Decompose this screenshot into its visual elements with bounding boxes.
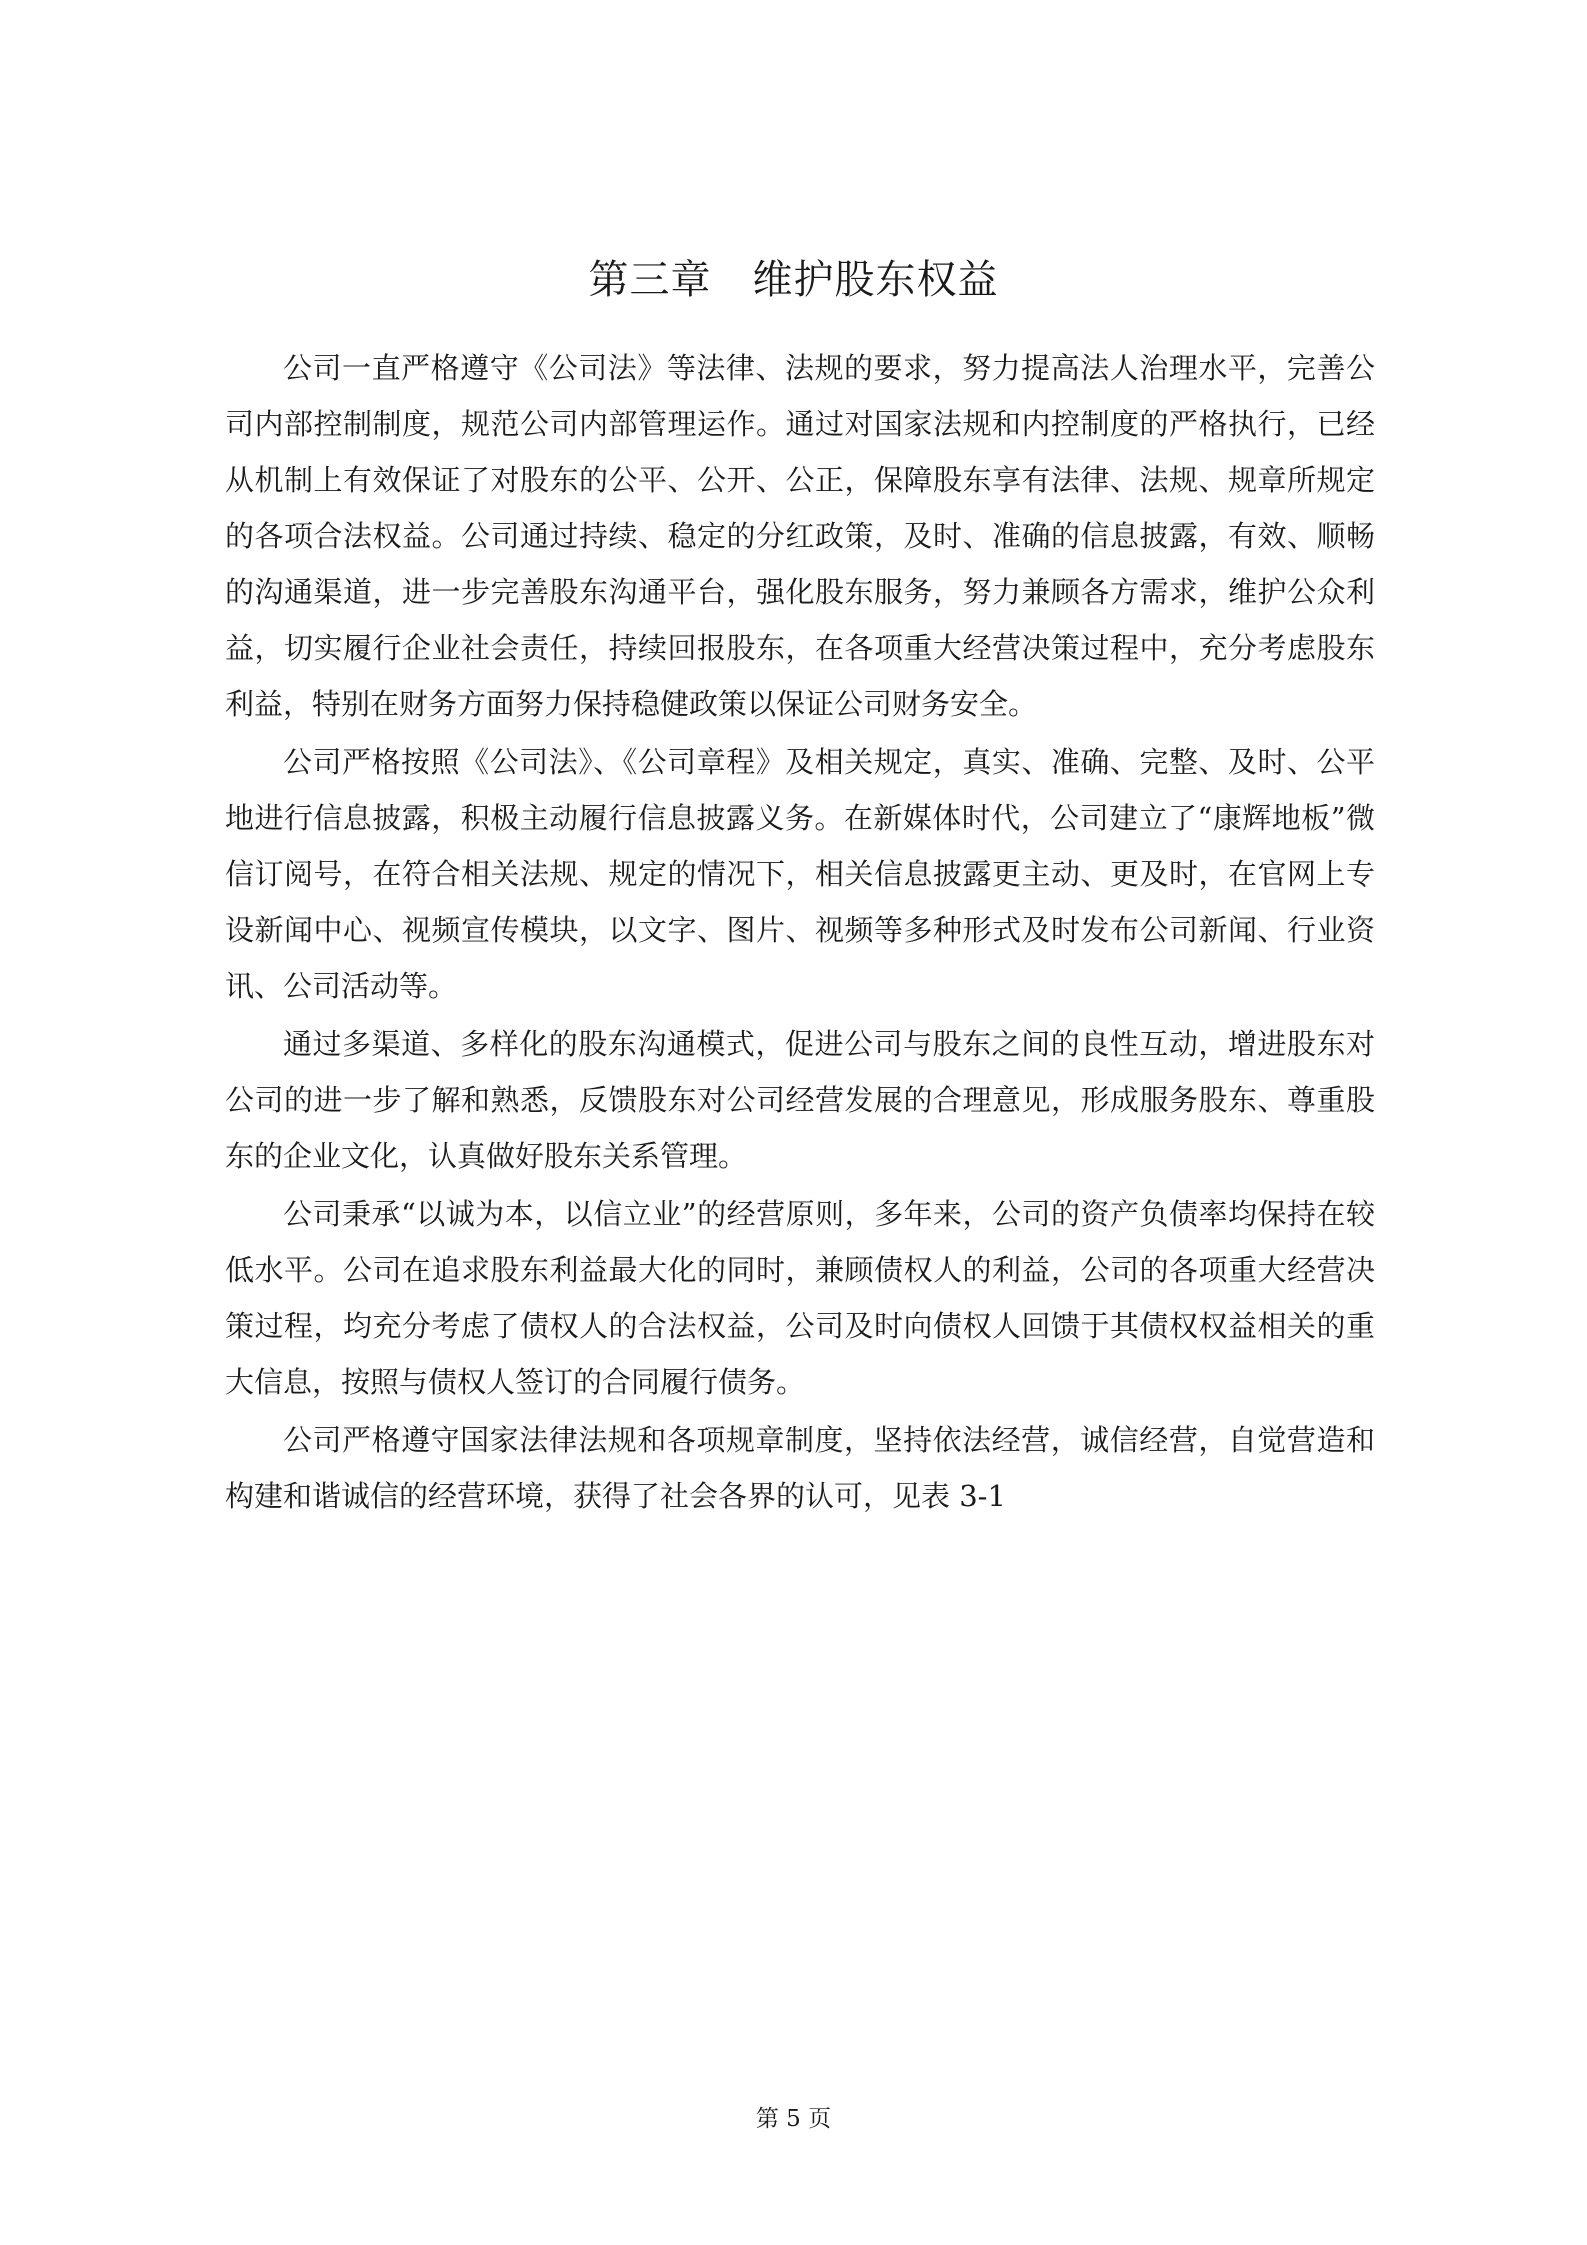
paragraph-creditor-interests: 公司秉承“以诚为本，以信立业”的经营原则，多年来，公司的资产负债率均保持在较低水平。公司在追求股东利益最大化的同时，兼顾债权人的利益，公司的各项重大经营决策过程，均充分考虑了债权人的合法权益，公司及时向债权人回馈于其债权权益相关的重大信息，按照与债权人签订的合同履行债务。 xyxy=(225,1197,1375,1399)
paragraph-shareholder-communication: 通过多渠道、多样化的股东沟通模式，促进公司与股东之间的良性互动，增进股东对公司的进一步了解和熟悉，反馈股东对公司经营发展的合理意见，形成服务股东、尊重股东的企业文化，认真做好股东关系管理。 xyxy=(225,1027,1375,1173)
paragraph-information-disclosure: 公司严格按照《公司法》、《公司章程》及相关规定，真实、准确、完整、及时、公平地进行信息披露，积极主动履行信息披露义务。在新媒体时代，公司建立了“康辉地板”微信订阅号，在符合相关法规、规定的情况下，相关信息披露更主动、更及时，在官网上专设新闻中心、视频宣传模块，以文字、图片、视频等多种形式及时发布公司新闻、行业资讯、公司活动等。 xyxy=(225,745,1375,1003)
paragraph-legal-compliance: 公司严格遵守国家法律法规和各项规章制度，坚持依法经营，诚信经营，自觉营造和构建和谐诚信的经营环境，获得了社会各界的认可，见表 3-1 xyxy=(225,1423,1375,1513)
page-number: 第 5 页 xyxy=(755,2106,832,2132)
body-text xyxy=(225,340,1375,1526)
paragraph-shareholder-rights: 公司一直严格遵守《公司法》等法律、法规的要求，努力提高法人治理水平，完善公司内部控制制度，规范公司内部管理运作。通过对国家法规和内控制度的严格执行，已经从机制上有效保证了对股东的公平、公开、公正，保障股东享有法律、法规、规章所规定的各项合法权益。公司通过持续、稳定的分红政策，及时、准确的信息披露，有效、顺畅的沟通渠道，进一步完善股东沟通平台，强化股东服务，努力兼顾各方需求，维护公众利益，切实履行企业社会责任，持续回报股东，在各项重大经营决策过程中，充分考虑股东利益，特别在财务方面努力保持稳健政策以保证公司财务安全。 xyxy=(225,351,1375,721)
chapter-title: 第三章 维护股东权益 xyxy=(588,257,999,303)
